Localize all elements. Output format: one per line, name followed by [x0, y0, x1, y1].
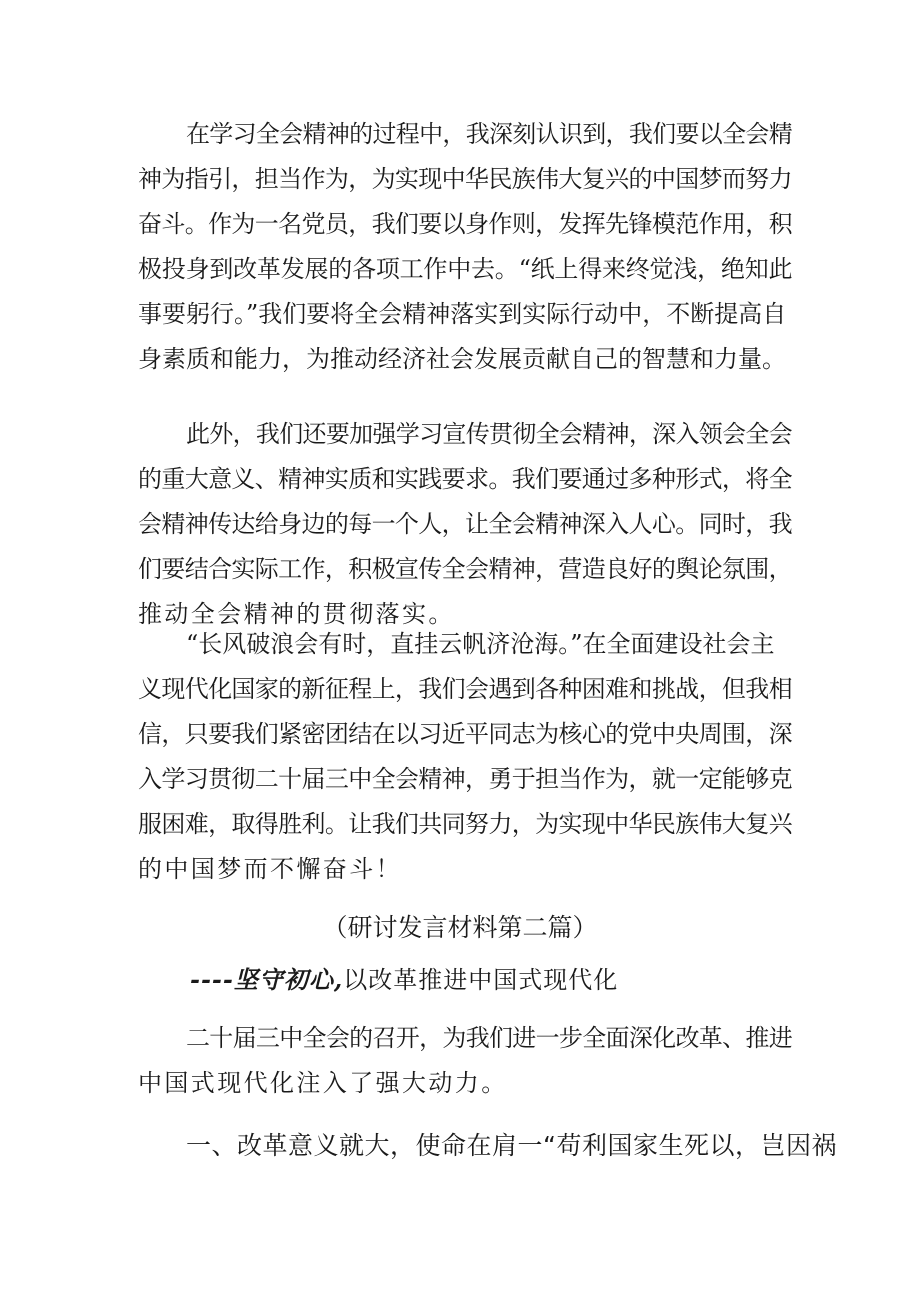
section-title: （研讨发言材料第二篇）	[322, 913, 598, 942]
paragraph-line: 的重大意义、精神实质和实践要求。我们要通过多种形式，将全	[138, 465, 792, 493]
paragraph-line: 二十届三中全会的召开，为我们进一步全面深化改革、推进	[186, 1024, 792, 1052]
paragraph-line: 们要结合实际工作，积极宣传全会精神，营造良好的舆论氛围，	[138, 555, 792, 583]
subtitle-dash: ----	[190, 965, 234, 994]
paragraph-line: 信，只要我们紧密团结在以习近平同志为核心的党中央周围，深	[138, 720, 792, 748]
paragraph-2	[138, 412, 792, 637]
paragraph-line: 事要躬行。”我们要将全会精神落实到实际行动中，不断提高自	[138, 300, 787, 328]
paragraph-line: 此外，我们还要加强学习宣传贯彻全会精神，深入领会全会	[186, 420, 792, 448]
paragraph-line: 神为指引，担当作为，为实现中华民族伟大复兴的中国梦而努力	[138, 165, 792, 193]
paragraph-4	[138, 1016, 792, 1106]
paragraph-line: 奋斗。作为一名党员，我们要以身作则，发挥先锋模范作用，积	[138, 210, 792, 238]
paragraph-line: 极投身到改革发展的各项工作中去。“纸上得来终觉浅，绝知此	[138, 255, 793, 283]
paragraph-1	[138, 112, 792, 382]
paragraph-line: 入学习贯彻二十届三中全会精神，勇于担当作为，就一定能够克	[138, 765, 792, 793]
paragraph-line: 中国式现代化注入了强大动力。	[138, 1069, 508, 1097]
paragraph-3	[138, 622, 792, 892]
paragraph-line: 会精神传达给身边的每一个人，让全会精神深入人心。同时，我	[138, 510, 792, 538]
paragraph-line: 在学习全会精神的过程中，我深刻认识到，我们要以全会精	[186, 120, 792, 148]
paragraph-line: 义现代化国家的新征程上，我们会遇到各种困难和挑战，但我相	[138, 675, 792, 703]
subtitle	[190, 958, 618, 1002]
paragraph-line: 身素质和能力，为推动经济社会发展贡献自己的智慧和力量。	[138, 345, 786, 373]
subtitle-emphasis: 坚守初心,	[233, 965, 344, 994]
paragraph-line: 的中国梦而不懈奋斗！	[138, 855, 402, 883]
section-heading: 一、改革意义就大，使命在肩一“苟利国家生死以，岂因祸	[186, 1131, 837, 1160]
paragraph-line: 推动全会精神的贯彻落实。	[138, 600, 455, 628]
paragraph-line: “长风破浪会有时，直挂云帆济沧海。”在全面建设社会主	[186, 630, 775, 658]
subtitle-rest: 以改革推进中国式现代化	[343, 966, 619, 994]
paragraph-line: 服困难，取得胜利。让我们共同努力，为实现中华民族伟大复兴	[138, 810, 792, 838]
